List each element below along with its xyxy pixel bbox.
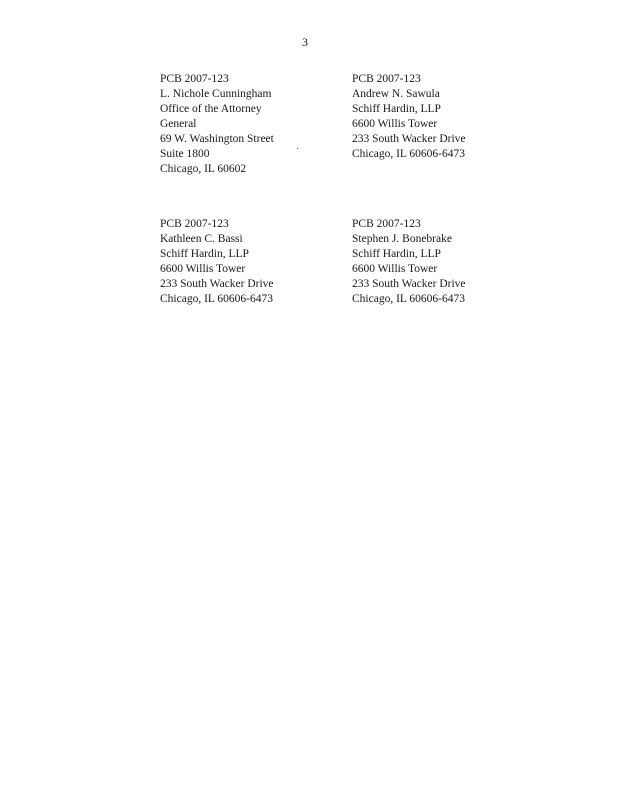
address-line: 6600 Willis Tower [352,263,438,275]
address-line: 233 South Wacker Drive [352,133,466,145]
address-line: 233 South Wacker Drive [160,278,274,290]
recipient-name: Andrew N. Sawula [352,88,440,100]
address-line: 6600 Willis Tower [160,263,246,275]
address-line: Chicago, IL 60606-6473 [352,293,465,305]
address-line: Schiff Hardin, LLP [352,248,441,260]
address-line: Chicago, IL 60602 [160,163,247,175]
case-number: PCB 2007-123 [352,73,421,85]
address-line: General [160,118,197,130]
address-block-bonebrake [352,217,522,307]
address-line: 69 W. Washington Street [160,133,274,145]
address-block-cunningham [160,72,330,177]
address-line: Chicago, IL 60606-6473 [352,148,465,160]
address-line: Schiff Hardin, LLP [160,248,249,260]
case-number: PCB 2007-123 [352,218,421,230]
address-block-sawula [352,72,522,162]
address-line: 6600 Willis Tower [352,118,438,130]
case-number: PCB 2007-123 [160,218,229,230]
address-line: Chicago, IL 60606-6473 [160,293,273,305]
address-line: Schiff Hardin, LLP [352,103,441,115]
recipient-name: Kathleen C. Bassi [160,233,243,245]
address-line: Suite 1800 [160,148,210,160]
recipient-name: L. Nichole Cunningham [160,88,272,100]
address-block-bassi [160,217,330,307]
address-line: 233 South Wacker Drive [352,278,466,290]
recipient-name: Stephen J. Bonebrake [352,233,452,245]
page-number: 3 [302,35,308,49]
case-number: PCB 2007-123 [160,73,229,85]
address-line: Office of the Attorney [160,103,262,115]
scan-speck [297,148,298,149]
